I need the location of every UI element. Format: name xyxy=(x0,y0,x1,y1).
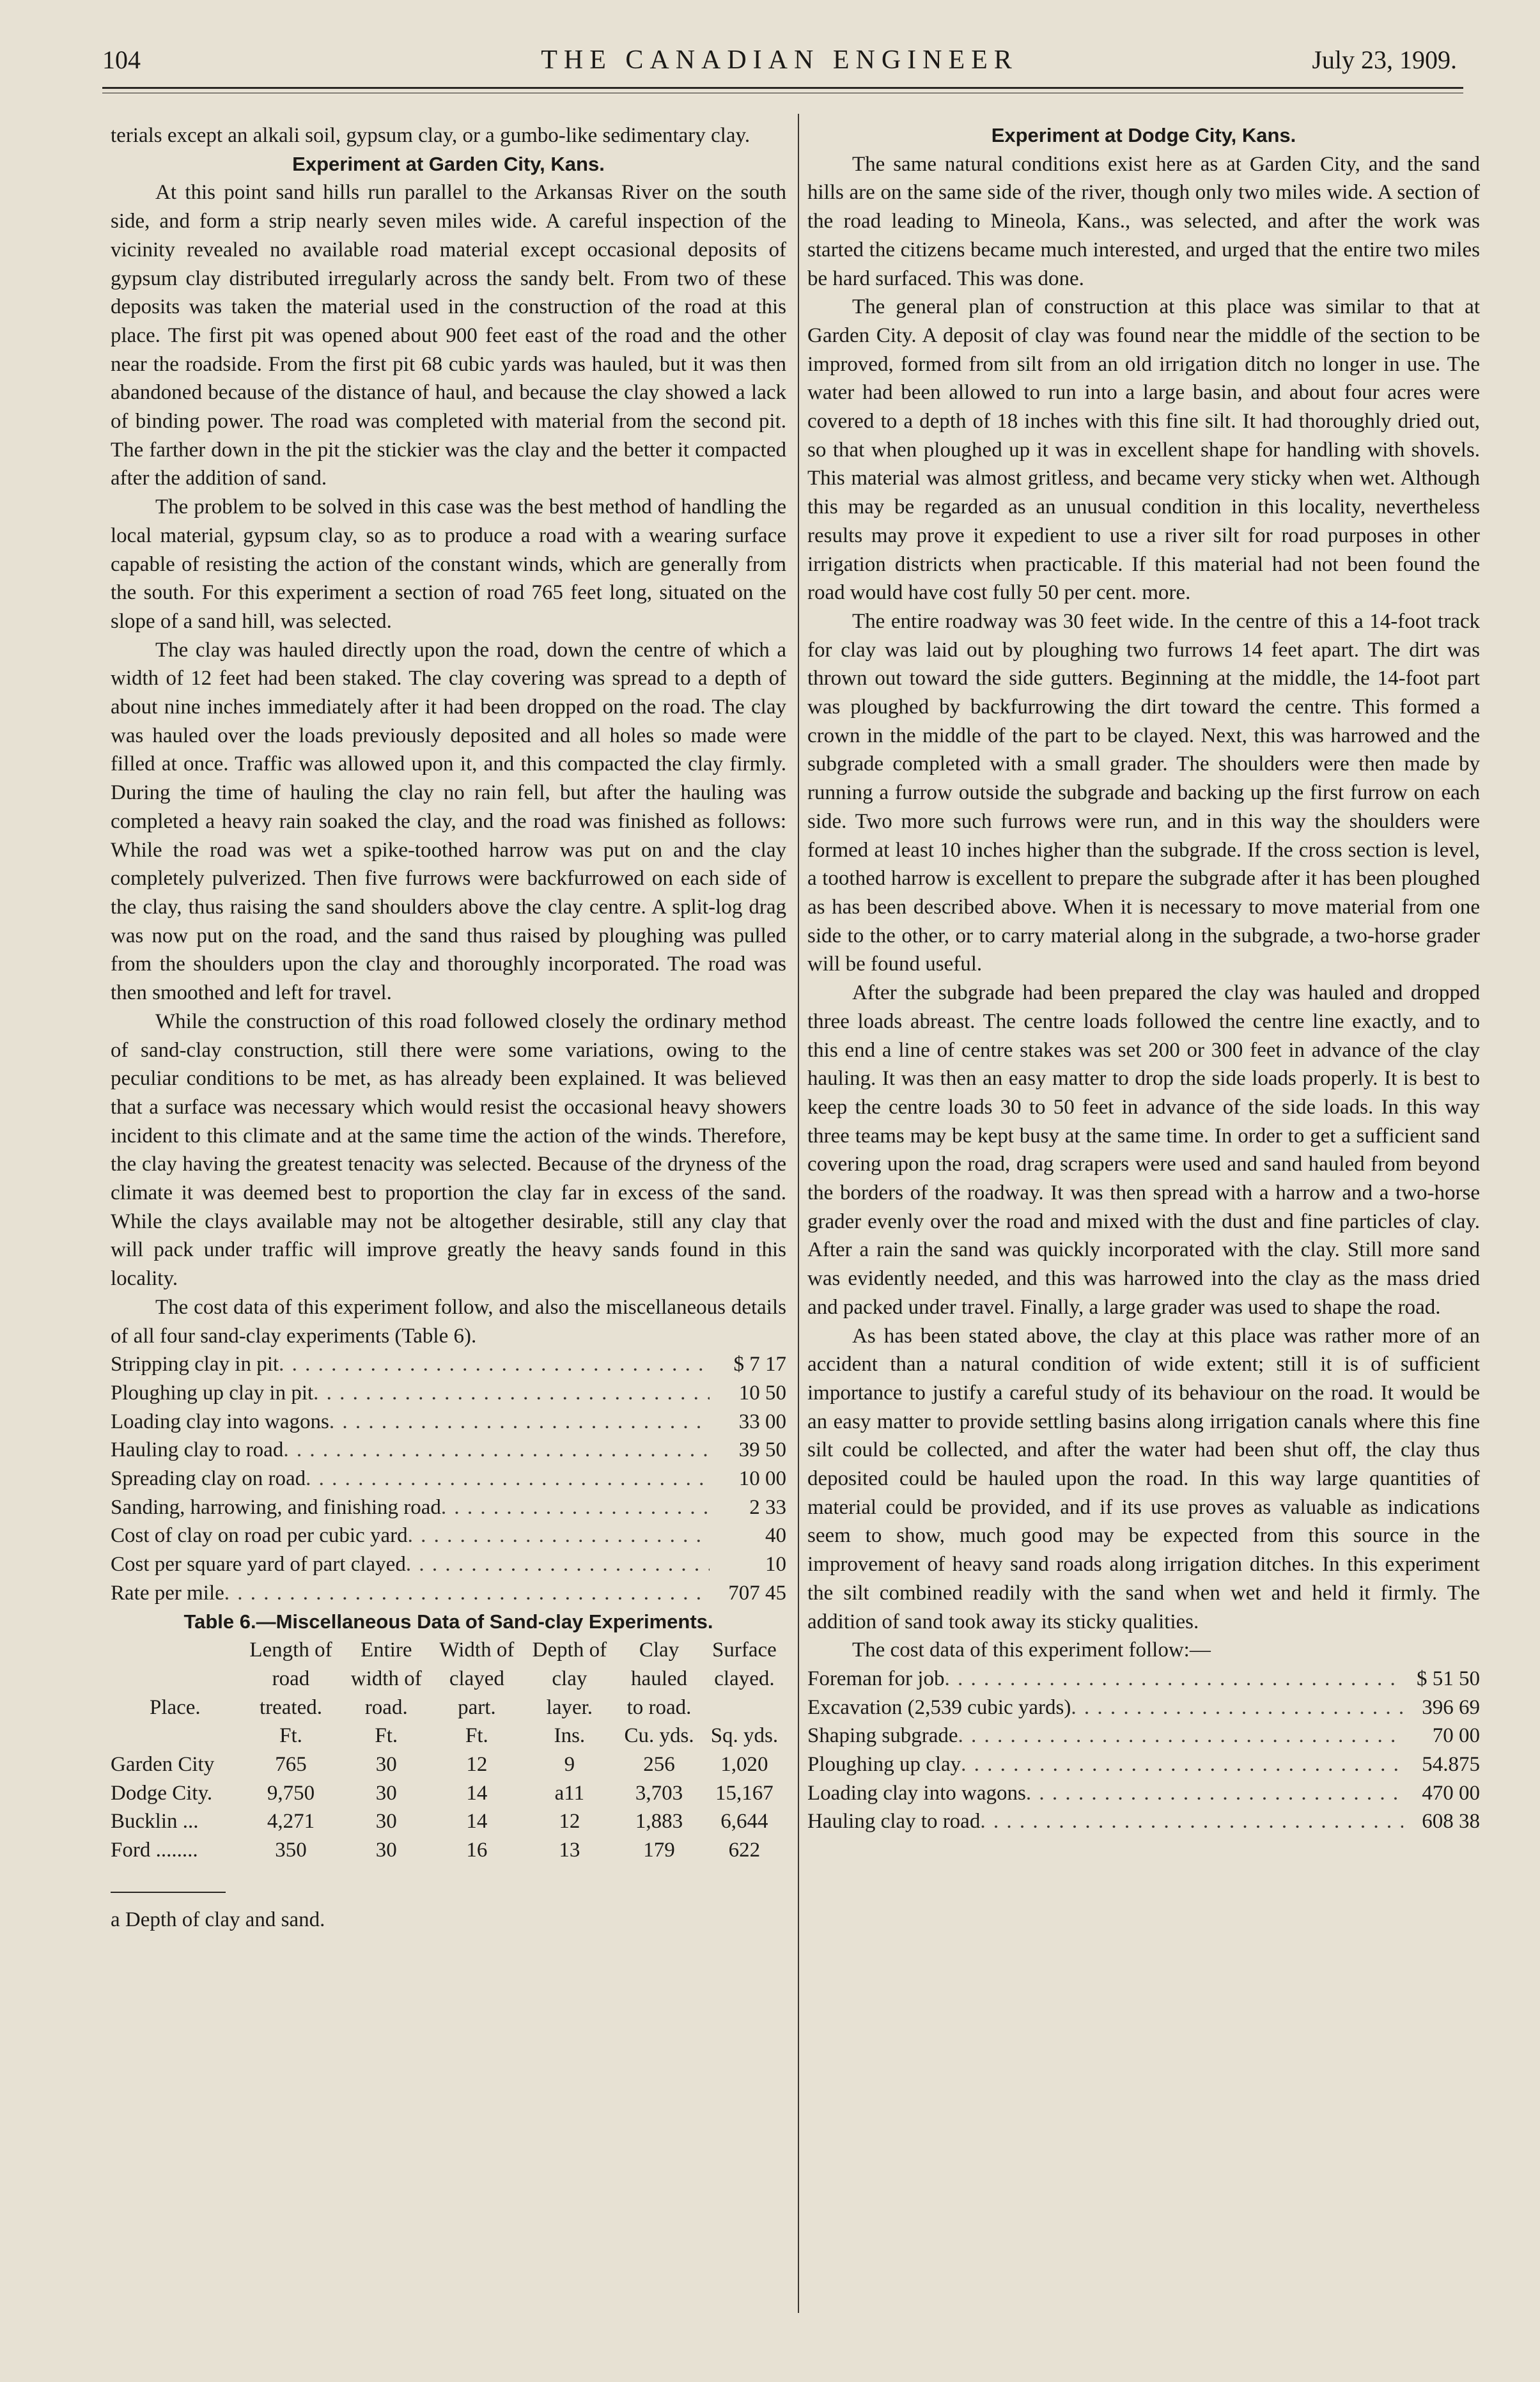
cost-label: Excavation (2,539 cubic yards) xyxy=(807,1695,1071,1719)
left-column xyxy=(111,121,786,1934)
cost-item xyxy=(807,1750,1480,1779)
place-cell: Garden City xyxy=(111,1753,215,1777)
cost-label: Spreading clay on road xyxy=(111,1467,306,1491)
table-cell: 12 xyxy=(559,1810,580,1833)
leader-dots xyxy=(408,1522,710,1550)
paragraph: The cost data of this experiment follow:— xyxy=(852,1639,1211,1662)
paragraph: The same natural conditions exist here as at Garden City, and the sand hills are on the same side of the river, though only two miles wide. A section of the road leading to Mineola, Kans., was selected, and after the work was started the citizens became much interested, and urged that the entire two miles be hard surfaced. This was done. xyxy=(807,152,1480,290)
cost-label: Cost per square yard of part clayed xyxy=(111,1553,406,1576)
cost-label: Sanding, harrowing, and finishing road xyxy=(111,1495,441,1519)
table-cell: 15,167 xyxy=(715,1781,774,1805)
unit-cell: Ft. xyxy=(465,1724,488,1748)
leader-dots xyxy=(406,1550,710,1579)
table-cell: 14 xyxy=(466,1810,488,1833)
table-header-cell: width of xyxy=(350,1667,422,1690)
table-units-row xyxy=(111,1722,786,1750)
running-header xyxy=(102,45,1457,83)
table-header-cell xyxy=(111,1636,240,1665)
paragraph: The cost data of this experiment follow, and also the miscellaneous details of all four sand-clay experiments (Table 6). xyxy=(111,1295,786,1348)
place-cell: Bucklin ... xyxy=(111,1810,199,1833)
paragraph: terials except an alkali soil, gypsum clay, or a gumbo-like sedimentary clay. xyxy=(111,124,751,147)
place-cell: Ford ........ xyxy=(111,1839,198,1862)
cost-item xyxy=(111,1522,786,1550)
table-row xyxy=(111,1807,786,1836)
table-cell: 30 xyxy=(375,1839,397,1862)
paragraph: The clay was hauled directly upon the road, down the centre of which a width of 12 feet had been staked. The clay covering was spread to a depth of about nine inches immediately after it had been dropped on the road. The clay was hauled over the loads previously deposited and all holes so made were filled at once. Traffic was allowed upon it, and this compacted the clay firmly. During the time of hauling the clay no rain fell, but after the hauling was completed a heavy rain soaked the clay, and the road was finished as follows: While the road was wet a spike-toothed harrow was put on and the clay completely pulverized. Then five furrows were backfurrowed on each side of the clay, thus raising the sand shoulders above the clay centre. A split-log drag was now put on the road, and the sand thus raised by ploughing was pulled from the shoulders upon the clay and thoroughly incorporated. The road was then smoothed and left for travel. xyxy=(111,638,786,1005)
table-header-cell: layer. xyxy=(546,1695,593,1719)
cost-item xyxy=(111,1436,786,1465)
cost-amount: 39 50 xyxy=(738,1438,786,1462)
cost-amount: 707 45 xyxy=(728,1581,786,1605)
table-cell: 9,750 xyxy=(267,1781,315,1805)
table-cell: a11 xyxy=(554,1781,585,1805)
section-heading-dodge-city: Experiment at Dodge City, Kans. xyxy=(991,124,1296,146)
place-cell: Dodge City. xyxy=(111,1781,213,1805)
table-header-cell: clayed xyxy=(449,1667,504,1690)
table-header-cell: Clay xyxy=(639,1639,680,1662)
leader-dots xyxy=(313,1379,710,1408)
paragraph: The entire roadway was 30 feet wide. In the centre of this a 14-foot track for clay was laid out by ploughing two furrows 14 feet apart. The dirt was thrown out toward the side gutters. Beginning at the middle, the 14-foot part was ploughed by backfurrowing the dirt toward the centre. This formed a crown in the middle of the part to be clayed. Next, this was harrowed and the subgrade completed with a small grader. The shoulders were then made by running a furrow outside the subgrade and backing up the first furrow on each side. Two more such furrows were run, and in this way the shoulders were formed at least 10 inches higher than the subgrade. If the cross section is level, a toothed harrow is excellent to prepare the subgrade after it has been ploughed as has been described above. When it is necessary to move material from one side to the other, or to carry material along in the subgrade, a two-horse grader will be found useful. xyxy=(807,609,1480,976)
journal-title: THE CANADIAN ENGINEER xyxy=(541,45,1018,75)
cost-amount: 2 33 xyxy=(749,1495,786,1519)
table-header-cell xyxy=(703,1693,786,1722)
table-cell: 30 xyxy=(375,1781,397,1805)
paragraph: The general plan of construction at this place was similar to that at Garden City. A deposit of clay was found near the middle of the section to be improved, formed from silt from an old irrigation ditch no longer in use. The water had been allowed to run into a large basin, and about four acres were covered to a depth of 18 inches with this fine silt. It had thoroughly dried out, so that when ploughed up it was in excellent shape for handling with shovels. This material was almost gritless, and became very sticky when wet. Although this may be regarded as an unusual condition in this locality, nevertheless results may prove it expedient to use a river silt for road purposes in other irrigation districts when practicable. If this material had not been found the road would have cost fully 50 per cent. more. xyxy=(807,295,1480,605)
table-header-cell: Depth of xyxy=(532,1639,607,1662)
leader-dots xyxy=(283,1436,710,1465)
cost-amount: 70 00 xyxy=(1432,1724,1480,1748)
unit-cell: Ft. xyxy=(279,1724,302,1748)
leader-dots xyxy=(306,1465,710,1493)
table-header-cell: clay xyxy=(552,1667,587,1690)
leader-dots xyxy=(224,1579,710,1608)
table-cell: 256 xyxy=(643,1753,675,1777)
section-heading-garden-city: Experiment at Garden City, Kans. xyxy=(292,152,605,175)
cost-item xyxy=(807,1807,1480,1836)
table-caption: Table 6.—Miscellaneous Data of Sand-clay Experiments. xyxy=(183,1610,713,1633)
cost-item xyxy=(111,1550,786,1579)
table-header-cell: Length of xyxy=(249,1639,332,1662)
cost-amount: 470 00 xyxy=(1422,1781,1480,1805)
cost-amount: 10 50 xyxy=(738,1381,786,1405)
page-number: 104 xyxy=(102,45,141,74)
cost-item xyxy=(807,1779,1480,1808)
table-cell: 622 xyxy=(728,1839,761,1862)
cost-amount: 40 xyxy=(765,1524,786,1548)
table-cell: 14 xyxy=(466,1781,488,1805)
cost-label: Rate per mile xyxy=(111,1581,224,1605)
table-header-row xyxy=(111,1636,786,1665)
cost-amount: 608 38 xyxy=(1422,1810,1480,1833)
leader-dots xyxy=(958,1722,1403,1750)
paragraph: The problem to be solved in this case was the best method of handling the local material, gypsum clay, so as to produce a road with a wearing surface capable of resisting the action of the constant winds, which are generally from the south. For this experiment a section of road 765 feet long, situated on the slope of a sand hill, was selected. xyxy=(111,495,786,633)
cost-label: Loading clay into wagons xyxy=(111,1410,329,1433)
cost-label: Shaping subgrade xyxy=(807,1724,958,1748)
unit-cell: Sq. yds. xyxy=(710,1724,779,1748)
issue-date: July 23, 1909. xyxy=(1312,45,1457,74)
cost-amount: $ 7 17 xyxy=(733,1353,786,1376)
cost-label: Ploughing up clay xyxy=(807,1753,961,1777)
cost-amount: 33 00 xyxy=(738,1410,786,1433)
table-cell: 1,883 xyxy=(635,1810,683,1833)
cost-item xyxy=(111,1493,786,1522)
cost-item xyxy=(111,1408,786,1436)
sand-clay-data-table xyxy=(111,1636,786,1865)
cost-list-dodge-city xyxy=(807,1665,1480,1836)
leader-dots xyxy=(980,1807,1403,1836)
table-header-row xyxy=(111,1693,786,1722)
table-cell: 4,271 xyxy=(267,1810,315,1833)
cost-label: Hauling clay to road xyxy=(807,1810,981,1833)
leader-dots xyxy=(1026,1779,1403,1808)
cost-amount: 54.875 xyxy=(1422,1753,1480,1777)
cost-label: Cost of clay on road per cubic yard xyxy=(111,1524,408,1548)
table-cell: 765 xyxy=(275,1753,307,1777)
right-column xyxy=(807,121,1480,1836)
cost-item xyxy=(807,1693,1480,1722)
leader-dots xyxy=(329,1408,710,1436)
table-header-cell: Place. xyxy=(149,1695,201,1719)
cost-label: Loading clay into wagons xyxy=(807,1781,1026,1805)
footnote-rule xyxy=(111,1892,226,1893)
table-header-cell: hauled xyxy=(631,1667,688,1690)
table-row xyxy=(111,1779,786,1808)
unit-cell xyxy=(111,1722,240,1750)
cost-item xyxy=(807,1722,1480,1750)
table-header-cell: to road. xyxy=(626,1695,692,1719)
cost-item xyxy=(111,1350,786,1379)
table-cell: 6,644 xyxy=(720,1810,768,1833)
table-row xyxy=(111,1750,786,1779)
leader-dots xyxy=(441,1493,710,1522)
paragraph: As has been stated above, the clay at this place was rather more of an accident than a natural condition of wide extent; still it is of sufficient importance to justify a careful study of its behaviour on the road. It would be an easy matter to provide settling basins along irrigation canals where this fine silt could be collected, and after the water had been shut off, the clay thus deposited could be hauled upon the road. In this way large quantities of material could be provided, and if its use proves as valuable as indications seem to show, much good may be expected from this source in the improvement of heavy sand roads along irrigation ditches. In this experiment the silt combined readily with the sand when wet and held it firmly. The addition of sand took away its sticky qualities. xyxy=(807,1324,1480,1633)
table-cell: 16 xyxy=(466,1839,488,1862)
table-cell: 3,703 xyxy=(635,1781,683,1805)
table-header-cell: road. xyxy=(364,1695,408,1719)
table-cell: 179 xyxy=(643,1839,675,1862)
cost-amount: 396 69 xyxy=(1422,1695,1480,1719)
unit-cell: Cu. yds. xyxy=(624,1724,694,1748)
table-header-cell: Surface xyxy=(712,1639,777,1662)
table-cell: 9 xyxy=(564,1753,575,1777)
column-divider xyxy=(798,114,799,2313)
cost-item xyxy=(111,1465,786,1493)
unit-cell: Ins. xyxy=(554,1724,586,1748)
cost-item xyxy=(807,1665,1480,1693)
cost-label: Ploughing up clay in pit xyxy=(111,1381,314,1405)
table-cell: 350 xyxy=(275,1839,307,1862)
cost-label: Foreman for job xyxy=(807,1667,945,1690)
cost-amount: $ 51 50 xyxy=(1417,1667,1480,1690)
table-cell: 30 xyxy=(375,1810,397,1833)
table-row xyxy=(111,1836,786,1865)
header-rule-thick xyxy=(102,87,1463,89)
leader-dots xyxy=(961,1750,1403,1779)
cost-amount: 10 xyxy=(765,1553,786,1576)
table-footnote: a Depth of clay and sand. xyxy=(111,1908,325,1931)
unit-cell: Ft. xyxy=(375,1724,398,1748)
table-header-cell: Entire xyxy=(360,1639,412,1662)
paragraph: At this point sand hills run parallel to the Arkansas River on the south side, and form a strip nearly seven miles wide. A careful inspection of the vicinity revealed no available road material except occasional deposits of gypsum clay distributed irregularly across the sandy belt. From two of these deposits was taken the material used in the construction of the road at this place. The first pit was opened about 900 feet east of the road and the other near the roadside. From the first pit 68 cubic yards was hauled, but it was then abandoned because of the distance of haul, and because the clay showed a lack of binding power. The road was completed with material from the second pit. The farther down in the pit the stickier was the clay and the better it compacted after the addition of sand. xyxy=(111,181,786,490)
table-header-cell: treated. xyxy=(259,1695,322,1719)
cost-list-garden-city xyxy=(111,1350,786,1607)
cost-item xyxy=(111,1579,786,1608)
leader-dots xyxy=(279,1350,710,1379)
cost-amount: 10 00 xyxy=(738,1467,786,1491)
cost-item xyxy=(111,1379,786,1408)
table-header-row xyxy=(111,1665,786,1693)
table-header-cell: part. xyxy=(458,1695,496,1719)
leader-dots xyxy=(944,1665,1403,1693)
table-cell: 30 xyxy=(375,1753,397,1777)
table-cell: 1,020 xyxy=(720,1753,768,1777)
table-header-cell xyxy=(111,1665,240,1693)
cost-label: Hauling clay to road xyxy=(111,1438,284,1462)
table-cell: 13 xyxy=(559,1839,580,1862)
leader-dots xyxy=(1071,1693,1403,1722)
table-header-cell: Width of xyxy=(439,1639,515,1662)
cost-label: Stripping clay in pit xyxy=(111,1353,279,1376)
table-header-cell: clayed. xyxy=(714,1667,775,1690)
table-cell: 12 xyxy=(466,1753,488,1777)
paragraph: While the construction of this road followed closely the ordinary method of sand-clay construction, still there were some variations, owing to the peculiar conditions to be met, as has already been explained. It was believed that a surface was necessary which would resist the occasional heavy showers incident to this climate and at the same time the action of the winds. Therefore, the clay having the greatest tenacity was selected. Because of the dryness of the climate it was deemed best to proportion the clay far in excess of the sand. While the clays available may not be altogether desirable, still any clay that will pack under traffic will improve greatly the heavy sands found in this locality. xyxy=(111,1009,786,1291)
table-header-cell: road xyxy=(272,1667,310,1690)
paragraph: After the subgrade had been prepared the clay was hauled and dropped three loads abreast. The centre loads followed the centre line exactly, and to this end a line of centre stakes was set 200 or 300 feet in advance of the clay hauling. It was then an easy matter to drop the side loads properly. It is best to keep the centre loads 30 to 50 feet in advance of the side loads. In this way three teams may be kept busy at the same time. In order to get a sufficient sand covering upon the road, drag scrapers were used and sand hauled from beyond the borders of the roadway. It was then spread with a harrow and a two-horse grader evenly over the road and mixed with the dust and fine particles of clay. After a rain the sand was quickly incorporated with the clay. Still more sand was evidently needed, and this was harrowed into the clay as the mass dried and packed under travel. Finally, a large grader was used to shape the road. xyxy=(807,981,1480,1319)
